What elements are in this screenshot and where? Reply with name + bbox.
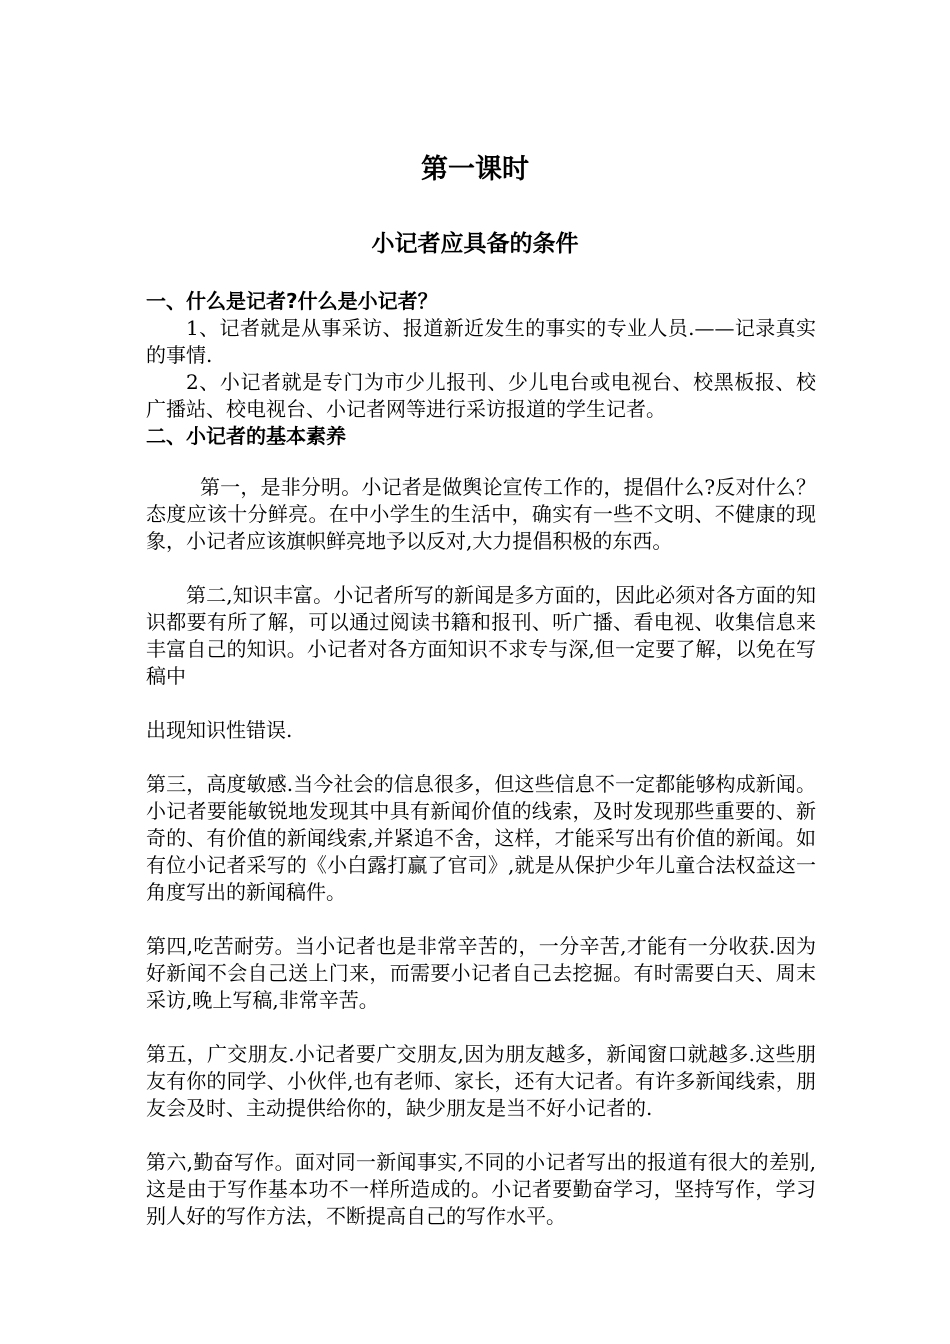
quality-paragraph-5: 第五，广交朋友.小记者要广交朋友,因为朋友越多，新闻窗口就越多.这些朋友有你的同学、小伙伴,也有老师、家长，还有大记者。有许多新闻线索，朋友会及时、主动提供给你的，缺少朋友是当不好小记者的. [146,1042,816,1120]
quality-paragraph-4: 第四,吃苦耐劳。当小记者也是非常辛苦的，一分辛苦,才能有一分收获.因为好新闻不会自己送上门来，而需要小记者自己去挖掘。有时需要白天、周末采访,晚上写稿,非常辛苦。 [146,934,816,1012]
definition-reporter: 1、记者就是从事采访、报道新近发生的事实的专业人员.——记录真实的事情. [146,316,816,367]
definition-young-reporter: 2、小记者就是专门为市少儿报刊、少儿电台或电视台、校黑板报、校广播站、校电视台、小记者网等进行采访报道的学生记者。 [146,370,816,421]
lesson-title: 第一课时 [421,154,529,185]
quality-paragraph-3: 第三，高度敏感.当今社会的信息很多，但这些信息不一定都能够构成新闻。小记者要能敏锐地发现其中具有新闻价值的线索，及时发现那些重要的、新奇的、有价值的新闻线索,并紧追不舍，这样，才能采写出有价值的新闻。如有位小记者采写的《小白露打赢了官司》,就是从保护少年儿童合法权益这一角度写出的新闻稿件。 [146,772,816,904]
document-body [146,288,816,1230]
lesson-subtitle: 小记者应具备的条件 [371,231,579,257]
section-heading-what-is-reporter: 一、什么是记者?什么是小记者？ [146,289,438,313]
section-heading-basic-qualities: 二、小记者的基本素养 [146,424,346,448]
quality-paragraph-1: 第一，是非分明。小记者是做舆论宣传工作的，提倡什么?反对什么？态度应该十分鲜亮。在中小学生的生活中，确实有一些不文明、不健康的现象，小记者应该旗帜鲜亮地予以反对,大力提倡积极的东西。 [146,475,816,553]
quality-paragraph-2-continued: 出现知识性错误. [146,718,293,742]
quality-paragraph-2: 第二,知识丰富。小记者所写的新闻是多方面的，因此必须对各方面的知识都要有所了解，可以通过阅读书籍和报刊、听广播、看电视、收集信息来丰富自己的知识。小记者对各方面知识不求专与深,但一定要了解，以免在写稿中 [146,583,816,688]
quality-paragraph-6: 第六,勤奋写作。面对同一新闻事实,不同的小记者写出的报道有很大的差别,这是由于写作基本功不一样所造成的。小记者要勤奋学习，坚持写作，学习别人好的写作方法，不断提高自己的写作水平。 [146,1150,816,1228]
